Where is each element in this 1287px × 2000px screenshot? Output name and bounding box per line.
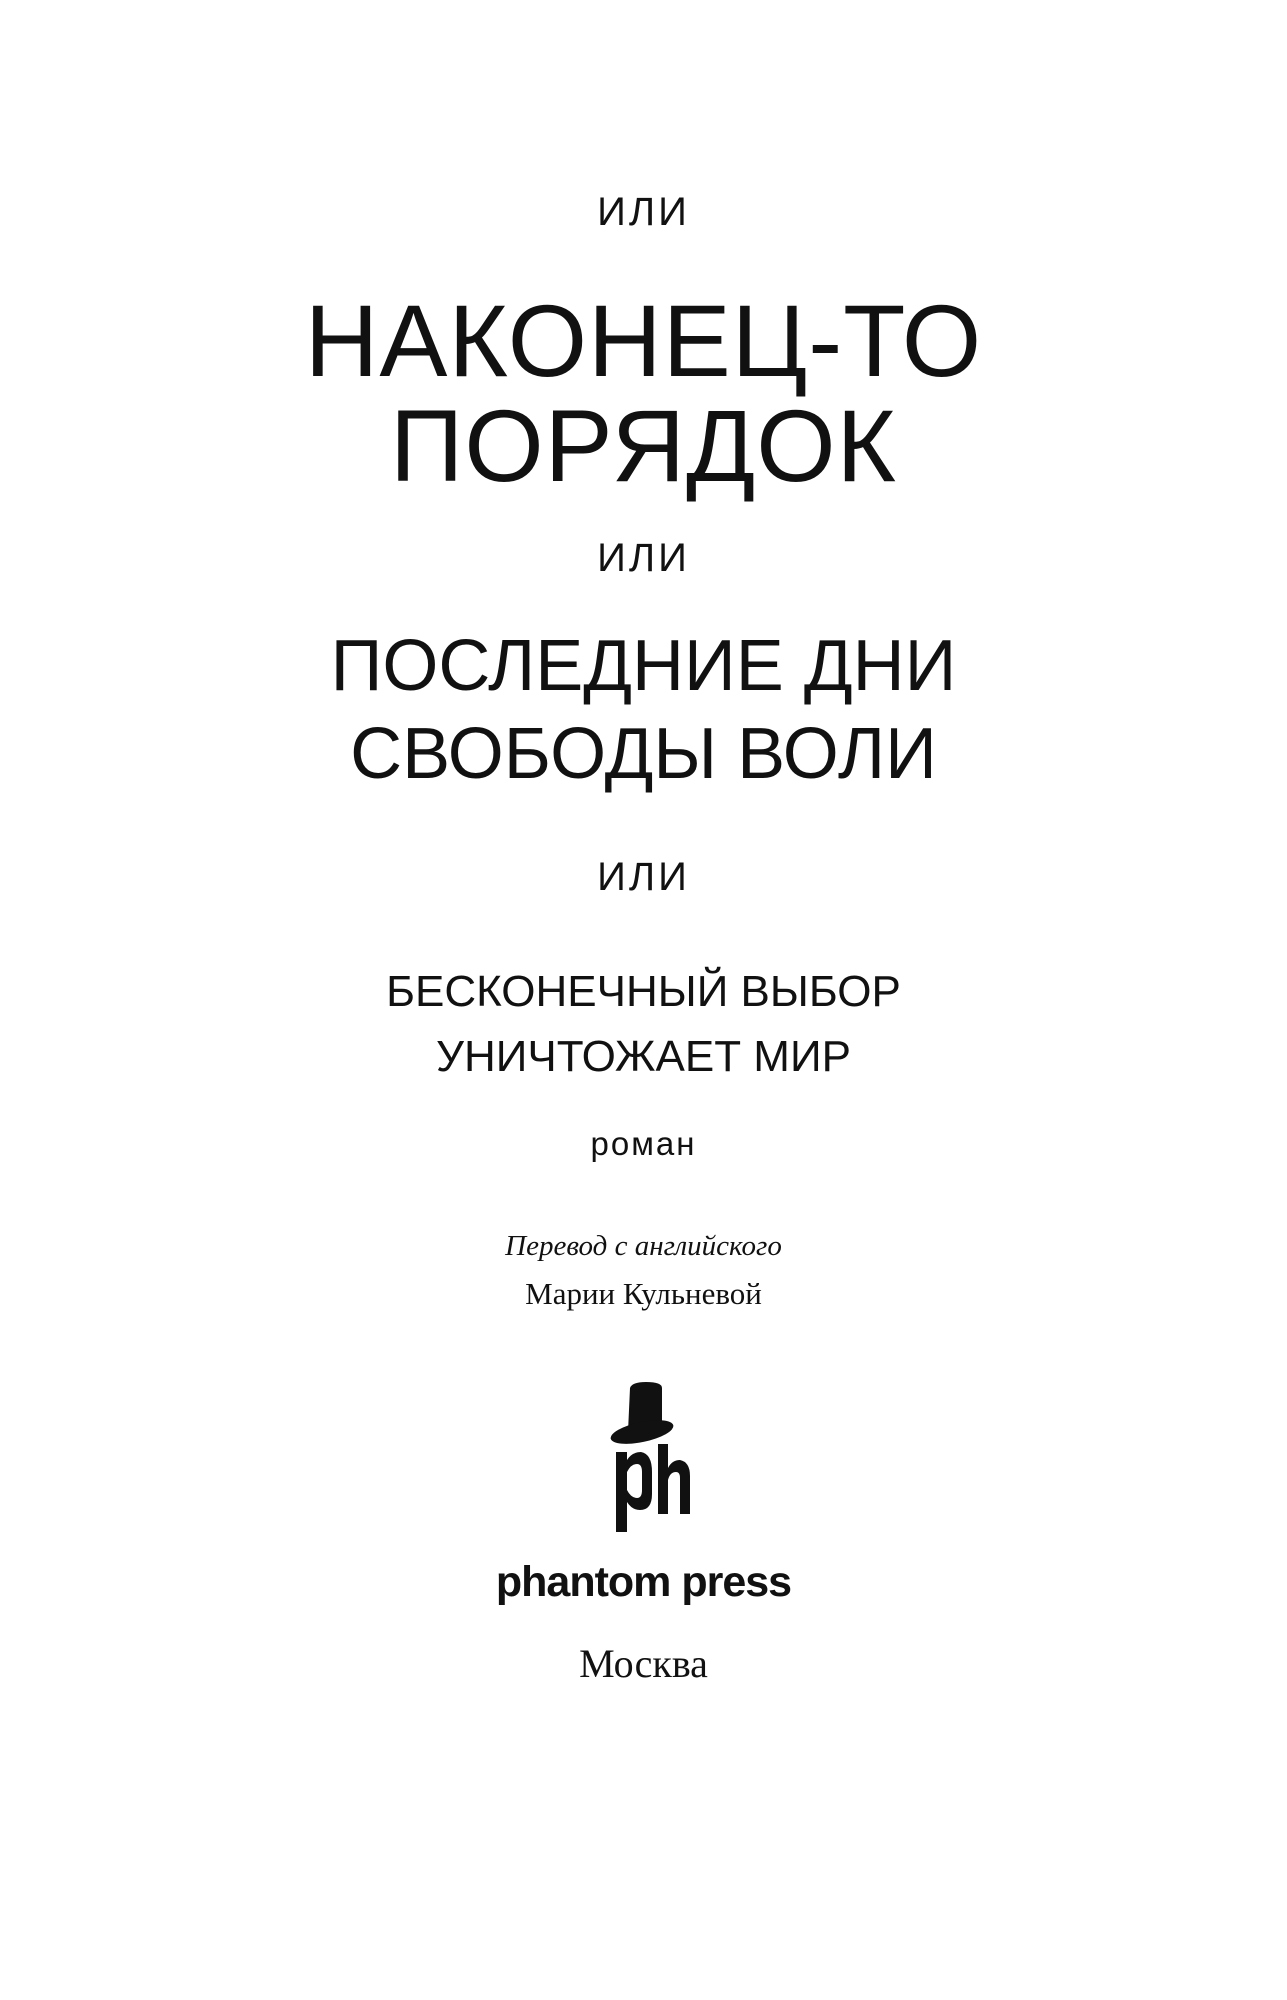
title-1-line-1: НАКОНЕЦ-ТО <box>304 284 983 398</box>
title-2-line-2: СВОБОДЫ ВОЛИ <box>350 714 937 794</box>
publisher-name: phantom press <box>495 1558 792 1606</box>
title-3-line-2: УНИЧТОЖАЕТ МИР <box>436 1032 851 1081</box>
or-separator-3: ИЛИ <box>597 855 690 899</box>
title-3-line-1: БЕСКОНЕЧНЫЙ ВЫБОР <box>386 967 901 1016</box>
title-1-line-2: ПОРЯДОК <box>390 389 897 503</box>
genre-label: роман <box>590 1125 697 1162</box>
publication-city: Москва <box>579 1641 708 1686</box>
translator-name: Марии Кульневой <box>525 1276 762 1311</box>
title-2-line-1: ПОСЛЕДНИЕ ДНИ <box>330 626 957 706</box>
or-separator-2: ИЛИ <box>597 536 690 580</box>
top-hat-ph-logo-icon <box>606 1382 696 1532</box>
or-separator-1: ИЛИ <box>597 190 690 234</box>
translation-intro: Перевод с английского <box>505 1230 782 1262</box>
